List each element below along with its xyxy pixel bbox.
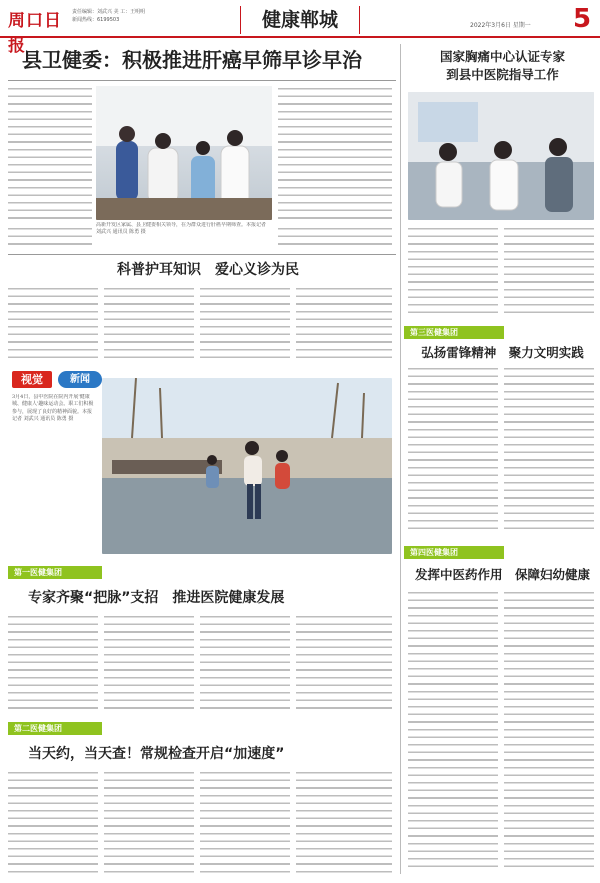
article2-body-left [408,226,498,318]
group2-body-col2 [104,770,194,874]
group4-body-right [504,590,594,872]
group2-body-col1 [8,770,98,874]
article2-body-right [504,226,594,318]
article3-headline: 科普护耳知识 爱心义诊为民 [117,262,299,278]
group4-headline: 发挥中医药作用 保障妇幼健康 [414,567,590,582]
article2-photo [408,92,594,220]
visual-news-photo-art [102,378,392,554]
group2-label: 第二医健集团 [8,722,102,735]
news-badge: 新闻 [58,371,102,388]
column-divider [400,44,401,874]
visual-news-caption: 3月4日，县中医院在院内开展'健康城、健康人'趣味运动会。职工们积极参与，展现了良好的精神面貌。本报记者 刘武兴 通讯员 陈勇 摄 [12,394,94,423]
group2-body-col4 [296,770,392,874]
article3-body-col4 [296,286,392,362]
divider [8,80,396,81]
group1-body-col4 [296,614,392,714]
section-title: 健康郸城 [240,6,360,34]
group3-body-right [504,366,594,532]
article1-headline: 县卫健委：积极推进肝癌早筛早诊早治 [22,48,362,72]
article2-headline: 国家胸痛中心认证专家 到县中医院指导工作 [439,49,565,82]
group1-body-col3 [200,614,290,714]
article2-photo-art [408,92,594,220]
group2-headline: 当天约，当天查！常规检查开启“加速度” [28,746,285,762]
article3-body-col1 [8,286,98,362]
article3-body-col3 [200,286,290,362]
article1-body-tail [8,226,92,250]
article1-body-left [8,86,92,222]
group3-body-left [408,366,498,532]
issue-date: 2022年3月6日 星期一 [470,22,531,29]
group1-label: 第一医健集团 [8,566,102,579]
editor-line: 责任编辑：刘武兴 美 工：王明明 [72,9,146,15]
group3-label: 第三医健集团 [404,326,504,339]
visual-news-photo [102,378,392,554]
group2-body-col3 [200,770,290,874]
group1-body-col2 [104,614,194,714]
group1-body-col1 [8,614,98,714]
article1-photo-caption: 高新开发区家属、县卫健委相关领导，在为群众进行肝癌早期筛查。本报记者 刘武兴 通讯员 陈勇 摄 [96,222,267,235]
group4-label: 第四医健集团 [404,546,504,559]
group4-body-left [408,590,498,872]
divider [8,254,396,255]
article3-body-col2 [104,286,194,362]
hotline-line: 新闻热线：6199503 [72,17,120,23]
group3-headline: 弘扬雷锋精神 聚力文明实践 [421,345,584,360]
page-number: 5 [572,4,592,34]
article1-photo-art [96,86,272,220]
group1-headline: 专家齐聚“把脉”支招 推进医院健康发展 [28,590,285,606]
newspaper-logo: 周口日报 [8,11,62,56]
article1-photo [96,86,272,220]
article1-body-right [278,86,392,222]
visual-badge: 视觉 [12,371,52,388]
editor-info [72,8,232,24]
article1-body-tail2 [278,226,392,250]
